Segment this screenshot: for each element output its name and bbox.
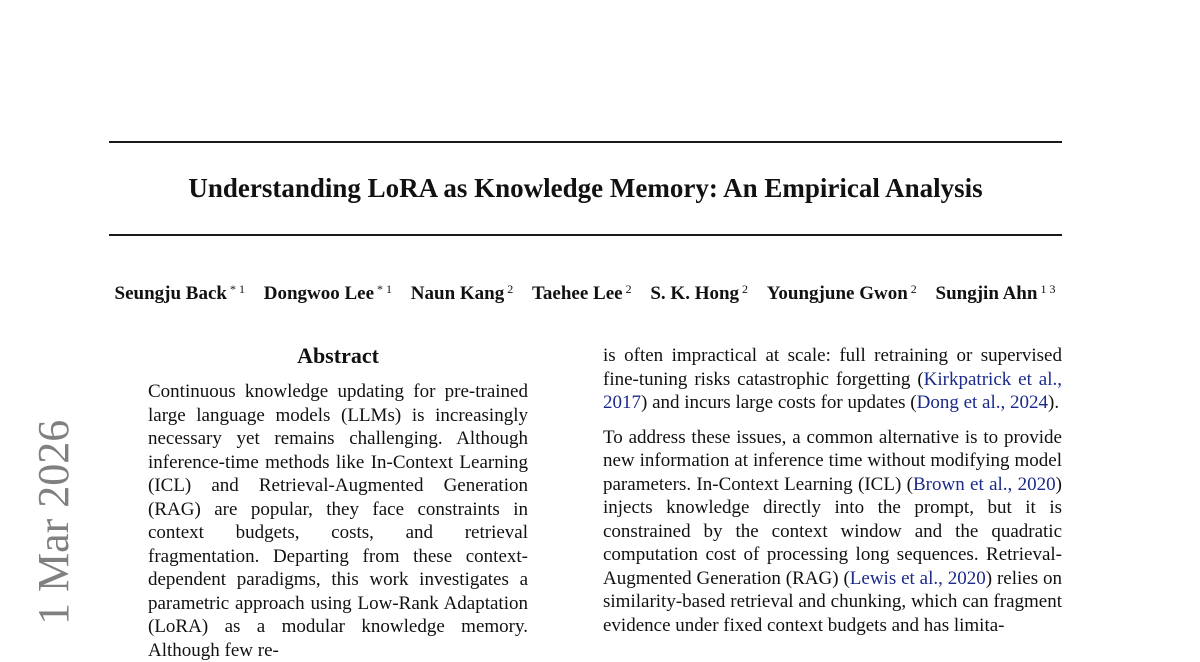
intro-text: ) relies on similarity-based retrieval and chunking, which can fragment evidence under fixed context budgets and has limita- [603,567,1062,636]
intro-text: ). [1048,392,1060,413]
author [767,283,917,304]
author-list [0,275,1170,308]
author-name: Sungjin Ahn [935,283,1038,304]
author-affiliation: * 1 [229,282,245,296]
intro-text: is often impractical at scale: full retraining or supervised fine-tuning risks catastrophic forgetting ( [603,345,1062,390]
intro-text: ) injects knowledge directly into the prompt, but it is constrained by the context window and the quadratic computation cost of processing long sequences. Retrieval-Augmented Generation (RAG) ( [603,473,1062,589]
arxiv-date-stamp: 1 Mar 2026 [29,419,78,625]
author [650,283,748,304]
title-rule-bottom [109,234,1062,236]
author-name: Naun Kang [410,283,505,304]
abstract-text: Continuous knowledge updating for pre-trained large language models (LLMs) is increasingly necessary yet remains challenging. Although inference-time methods like In-Context Learning (ICL) and Retrieval-Augmented Generation (RAG) are popular, they face constraints in context budgets, costs, and retrieval fragmentation. Departing from these context-dependent paradigms, this work investigates a parametric approach using Low-Rank Adaptation (LoRA) as a modular knowledge memory. Although few re- [148,381,528,661]
author-name: Youngjune Gwon [766,283,908,304]
author [532,283,632,304]
introduction-column [603,344,1062,637]
intro-text: ) and incurs large costs for updates ( [641,392,917,413]
author-affiliation: 2 [625,282,632,296]
citation-link[interactable]: Dong et al., 2024 [916,392,1048,413]
intro-paragraph [603,344,1062,415]
citation-link[interactable]: Kirkpatrick et al., 2017 [603,368,1062,413]
author-affiliation: * 1 [377,282,393,296]
author-affiliation: 2 [507,282,514,296]
author-name: Dongwoo Lee [263,283,375,304]
title-rule-top [109,141,1062,143]
intro-text: To address these issues, a common alternative is to provide new information at inference time without modifying model parameters. In-Context Learning (ICL) ( [603,426,1062,495]
author [936,283,1056,304]
author-name: S. K. Hong [650,283,740,304]
author-affiliation: 2 [910,282,917,296]
author [115,283,245,304]
intro-paragraph [603,426,1062,638]
citation-link[interactable]: Brown et al., 2020 [912,473,1056,495]
author [411,283,513,304]
author-name: Taehee Lee [532,283,623,304]
author-affiliation: 2 [742,282,749,296]
author [264,283,392,304]
paper-title: Understanding LoRA as Knowledge Memory: An Empirical Analysis [188,173,983,203]
citation-link[interactable]: Lewis et al., 2020 [849,567,986,589]
abstract-heading: Abstract [297,343,379,368]
author-name: Seungju Back [114,283,227,304]
author-affiliation: 1 3 [1040,282,1056,296]
